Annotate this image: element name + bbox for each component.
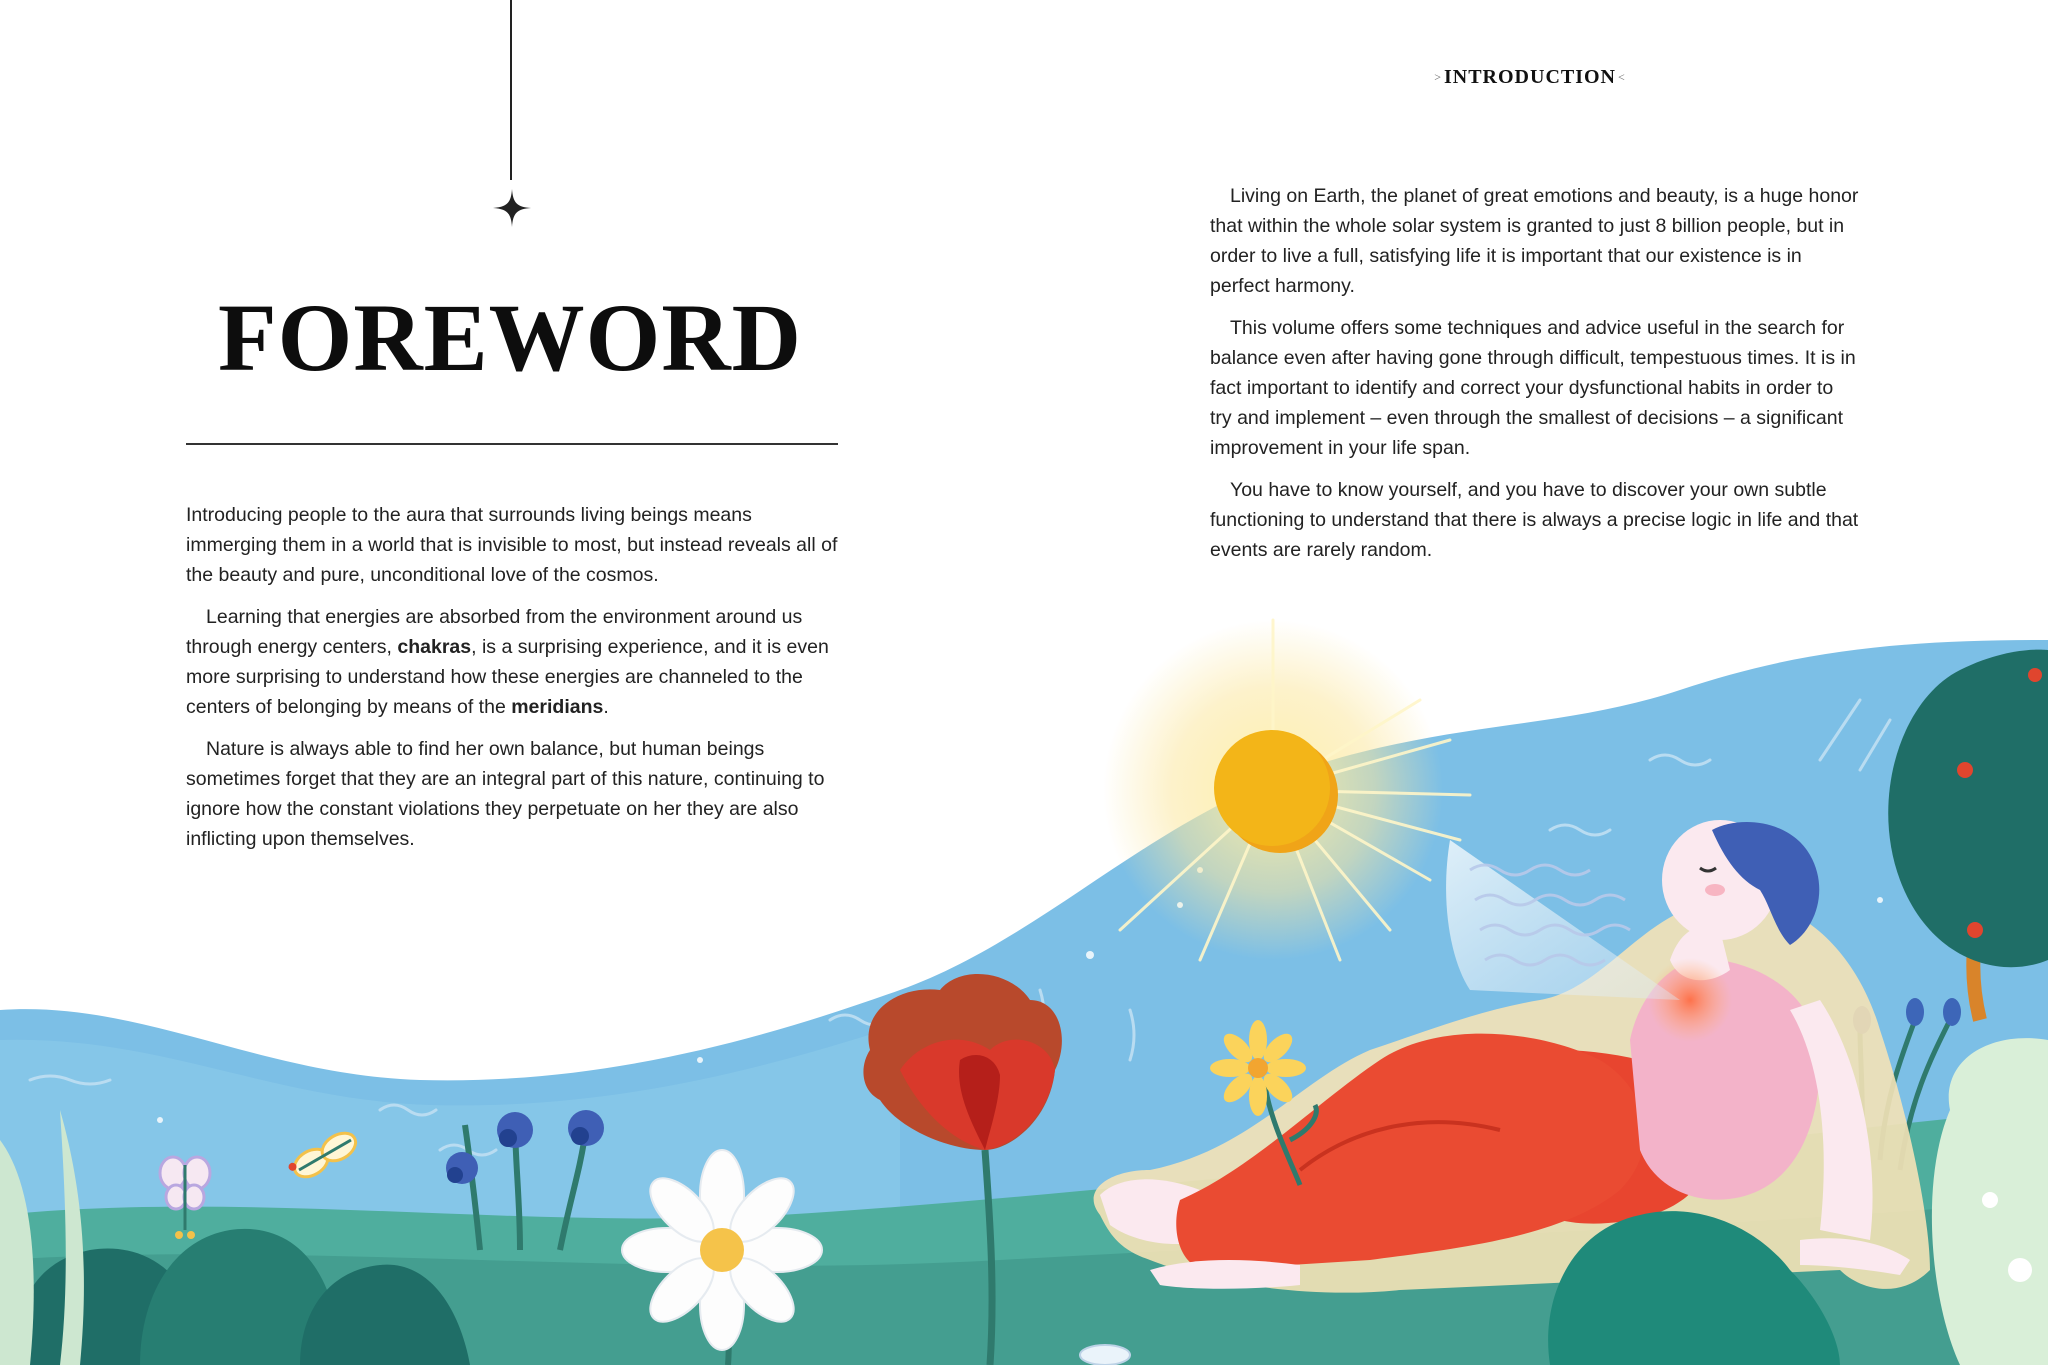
hanging-line [510,0,512,180]
introduction-paragraph-2: This volume offers some techniques and advice useful in the search for balance even after having gone through difficult, tempestuous times. It is in fact important to identify and correct your dysfunctional habits in order to try and implement – even through the smallest of decisions – a significant improvement in your life span. [1210,317,1856,459]
chevron-right-icon [1432,70,1444,84]
foreword-body [186,500,838,866]
foreword-paragraph-2: Learning that energies are absorbed from the environment around us through energy centers, chakras, is a surprising experience, and it is even more surprising to understand how these energies are channeled to the centers of belonging by means of the meridians. [186,606,829,718]
term-meridians: meridians [511,696,604,718]
sparkle-star-icon [493,189,531,227]
introduction-paragraph-1: Living on Earth, the planet of great emotions and beauty, is a huge honor that within the whole solar system is granted to just 8 billion people, but in order to live a full, satisfying life it is important that our existence is in perfect harmony. [1210,185,1859,297]
section-label: INTRODUCTION [1443,66,1617,88]
introduction-paragraph-3: You have to know yourself, and you have to discover your own subtle functioning to understand that there is always a precise logic in life and that events are rarely random. [1210,479,1859,561]
page-title: FOREWORD [218,284,802,391]
introduction-body [1210,181,1860,577]
section-header [1430,66,1630,89]
chevron-left-icon [1616,70,1628,84]
term-chakras: chakras [397,636,472,658]
title-divider [186,443,838,445]
foreword-paragraph-1: Introducing people to the aura that surrounds living beings means immerging them in a world that is invisible to most, but instead reveals all of the beauty and pure, unconditional love of the cosmos. [186,504,838,586]
foreword-paragraph-3: Nature is always able to find her own balance, but human beings sometimes forget that they are an integral part of this nature, continuing to ignore how the constant violations they perpetuate on her they are also inflicting upon themselves. [186,738,825,850]
